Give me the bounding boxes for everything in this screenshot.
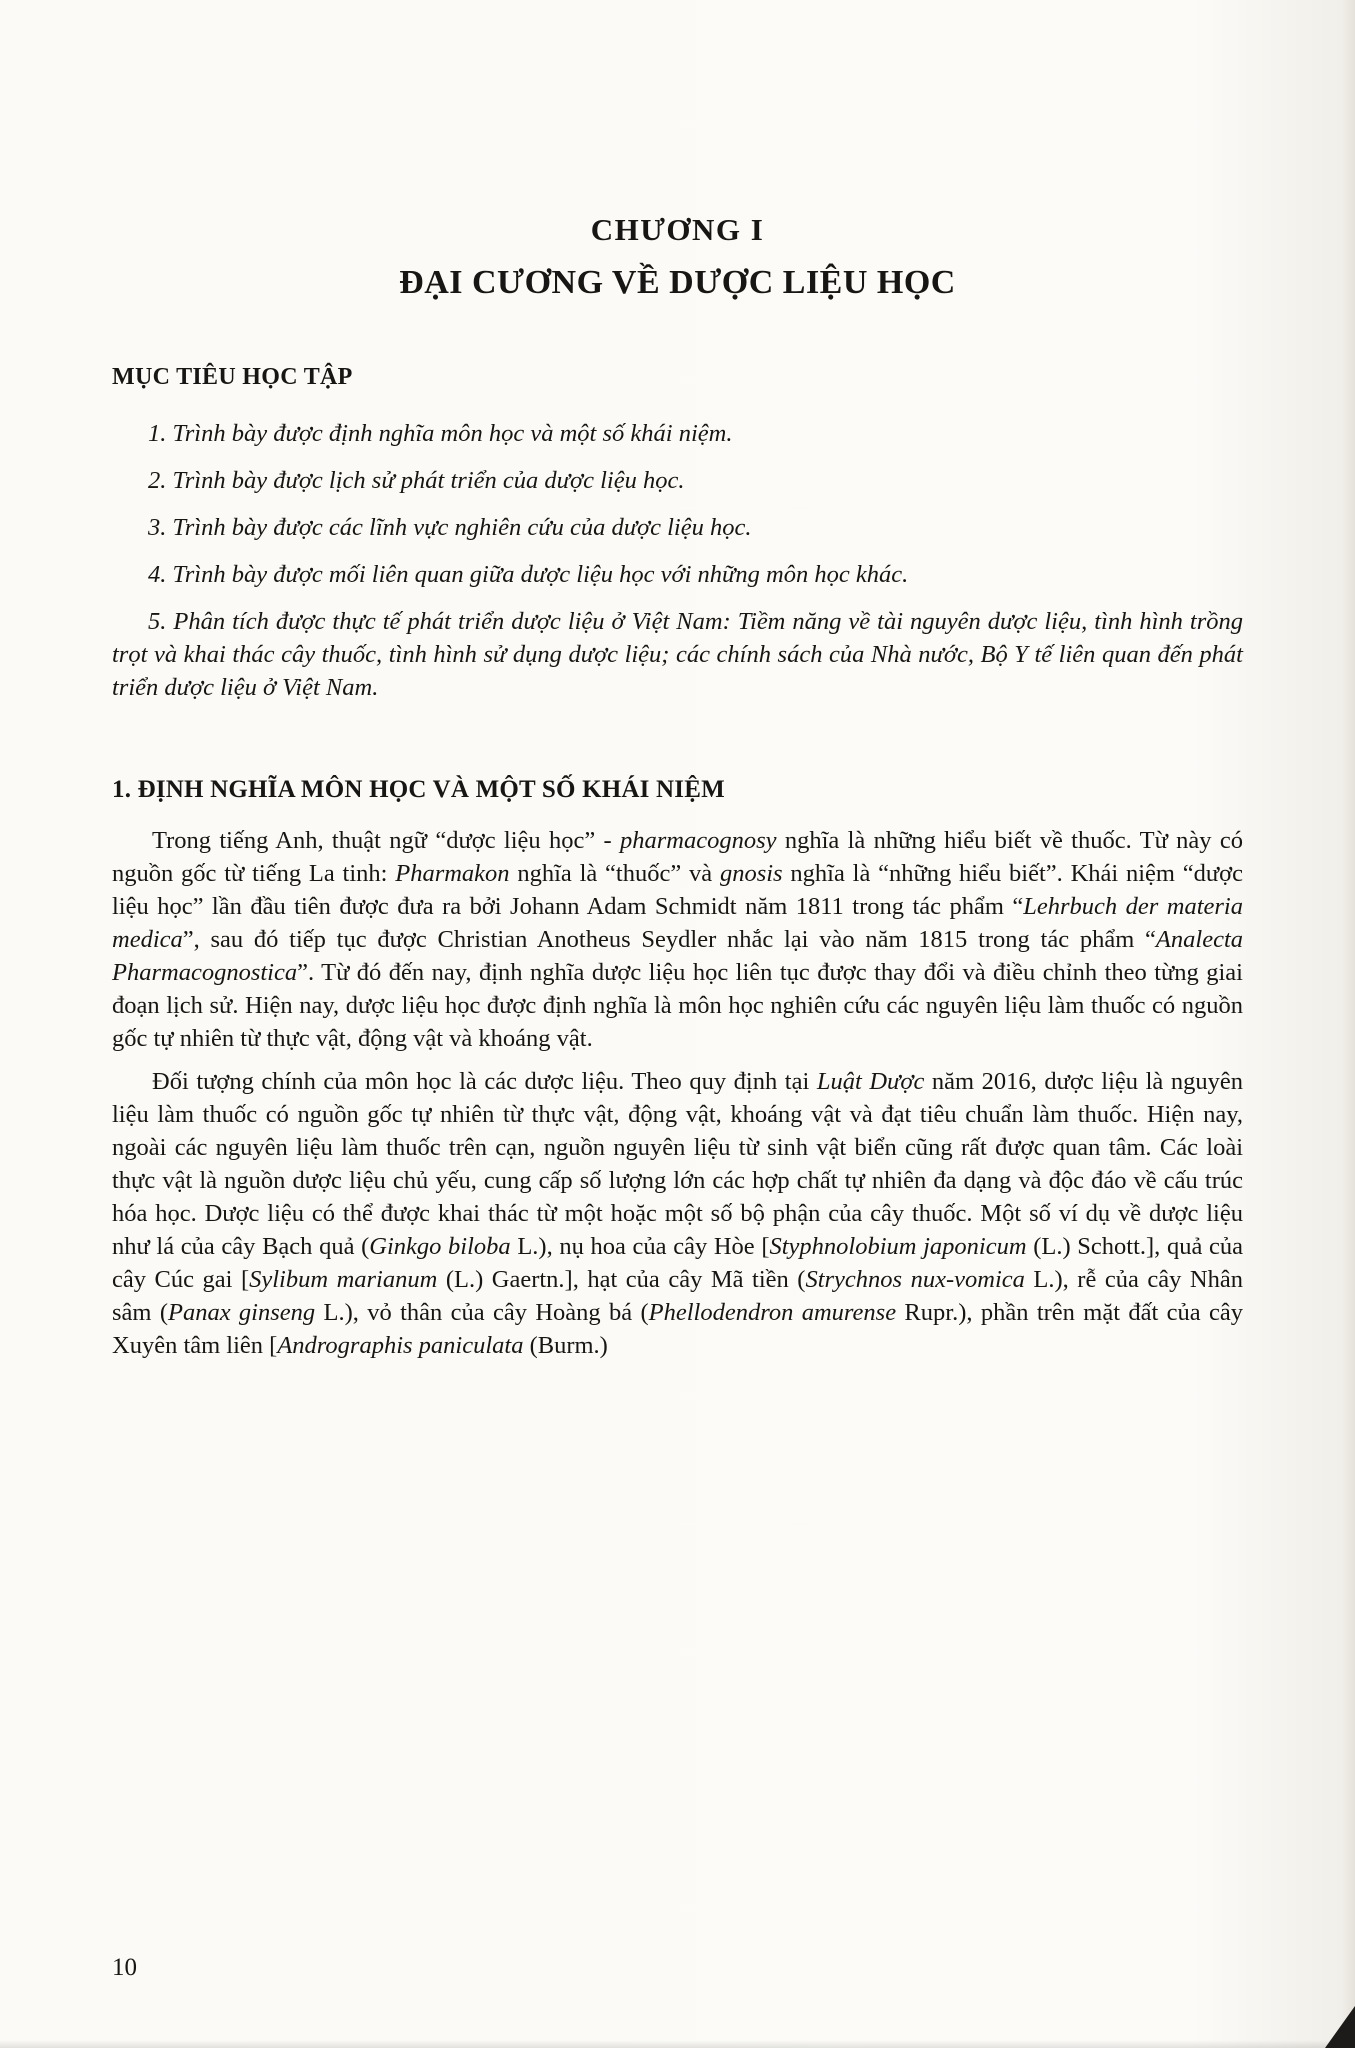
objective-item: 5. Phân tích được thực tế phát triển dược liệu ở Việt Nam: Tiềm năng về tài nguyên dược liệu, tình hình trồng trọt và khai thác cây thuốc, tình hình sử dụng dược liệu; các chính sách của Nhà nước, Bộ Y tế liên quan đến phát triển dược liệu ở Việt Nam. (112, 608, 1243, 701)
body-paragraph: Đối tượng chính của môn học là các dược liệu. Theo quy định tại Luật Dược năm 2016, dược liệu là nguyên liệu làm thuốc có nguồn gốc tự nhiên từ thực vật, động vật, khoáng vật và đạt tiêu chuẩn làm thuốc. Hiện nay, ngoài các nguyên liệu làm thuốc trên cạn, nguồn nguyên liệu từ sinh vật biển cũng rất được quan tâm. Các loài thực vật là nguồn dược liệu chủ yếu, cung cấp số lượng lớn các hợp chất tự nhiên đa dạng và độc đáo về cấu trúc hóa học. Dược liệu có thể được khai thác từ một hoặc một số bộ phận của cây thuốc. Một số ví dụ về dược liệu như lá của cây Bạch quả (Ginkgo biloba L.), nụ hoa của cây Hòe [Styphnolobium japonicum (L.) Schott.], quả của cây Cúc gai [Sylibum marianum (L.) Gaertn.], hạt của cây Mã tiền (Strychnos nux-vomica L.), rễ của cây Nhân sâm (Panax ginseng L.), vỏ thân của cây Hoàng bá (Phellodendron amurense Rupr.), phần trên mặt đất của cây Xuyên tâm liên [Andrographis paniculata (Burm.) (112, 1068, 1244, 1359)
objective-item: 1. Trình bày được định nghĩa môn học và một số khái niệm. (148, 420, 733, 447)
body-paragraph: Trong tiếng Anh, thuật ngữ “dược liệu học” - pharmacognosy nghĩa là những hiểu biết về thuốc. Từ này có nguồn gốc từ tiếng La tinh: Pharmakon nghĩa là “thuốc” và gnosis nghĩa là “những hiểu biết”. Khái niệm “dược liệu học” lần đầu tiên được đưa ra bởi Johann Adam Schmidt năm 1811 trong tác phẩm “Lehrbuch der materia medica”, sau đó tiếp tục được Christian Anotheus Seydler nhắc lại vào năm 1815 trong tác phẩm “Analecta Pharmacognostica”. Từ đó đến nay, định nghĩa dược liệu học liên tục được thay đổi và điều chỉnh theo từng giai đoạn lịch sử. Hiện nay, dược liệu học được định nghĩa là môn học nghiên cứu các nguyên liệu làm thuốc có nguồn gốc tự nhiên từ thực vật, động vật và khoáng vật. (112, 827, 1244, 1052)
objectives-section (112, 364, 1243, 704)
section-paragraphs (112, 824, 1243, 1362)
objective-item: 2. Trình bày được lịch sử phát triển của dược liệu học. (148, 467, 685, 494)
objectives-list (112, 417, 1243, 704)
page-number: 10 (112, 1954, 137, 1981)
section-heading: 1. ĐỊNH NGHĨA MÔN HỌC VÀ MỘT SỐ KHÁI NIỆM (112, 776, 725, 803)
chapter-title: ĐẠI CƯƠNG VỀ DƯỢC LIỆU HỌC (399, 264, 956, 301)
objectives-heading: MỤC TIÊU HỌC TẬP (112, 364, 353, 390)
page-content (112, 212, 1243, 1372)
scan-corner-artifact (1325, 2006, 1355, 2048)
definition-section (112, 776, 1243, 1362)
objective-item: 3. Trình bày được các lĩnh vực nghiên cứu của dược liệu học. (148, 514, 752, 541)
chapter-header (112, 212, 1243, 302)
chapter-label: CHƯƠNG I (590, 212, 765, 247)
scan-shadow (0, 2040, 1355, 2048)
objective-item: 4. Trình bày được mối liên quan giữa dược liệu học với những môn học khác. (148, 561, 909, 588)
